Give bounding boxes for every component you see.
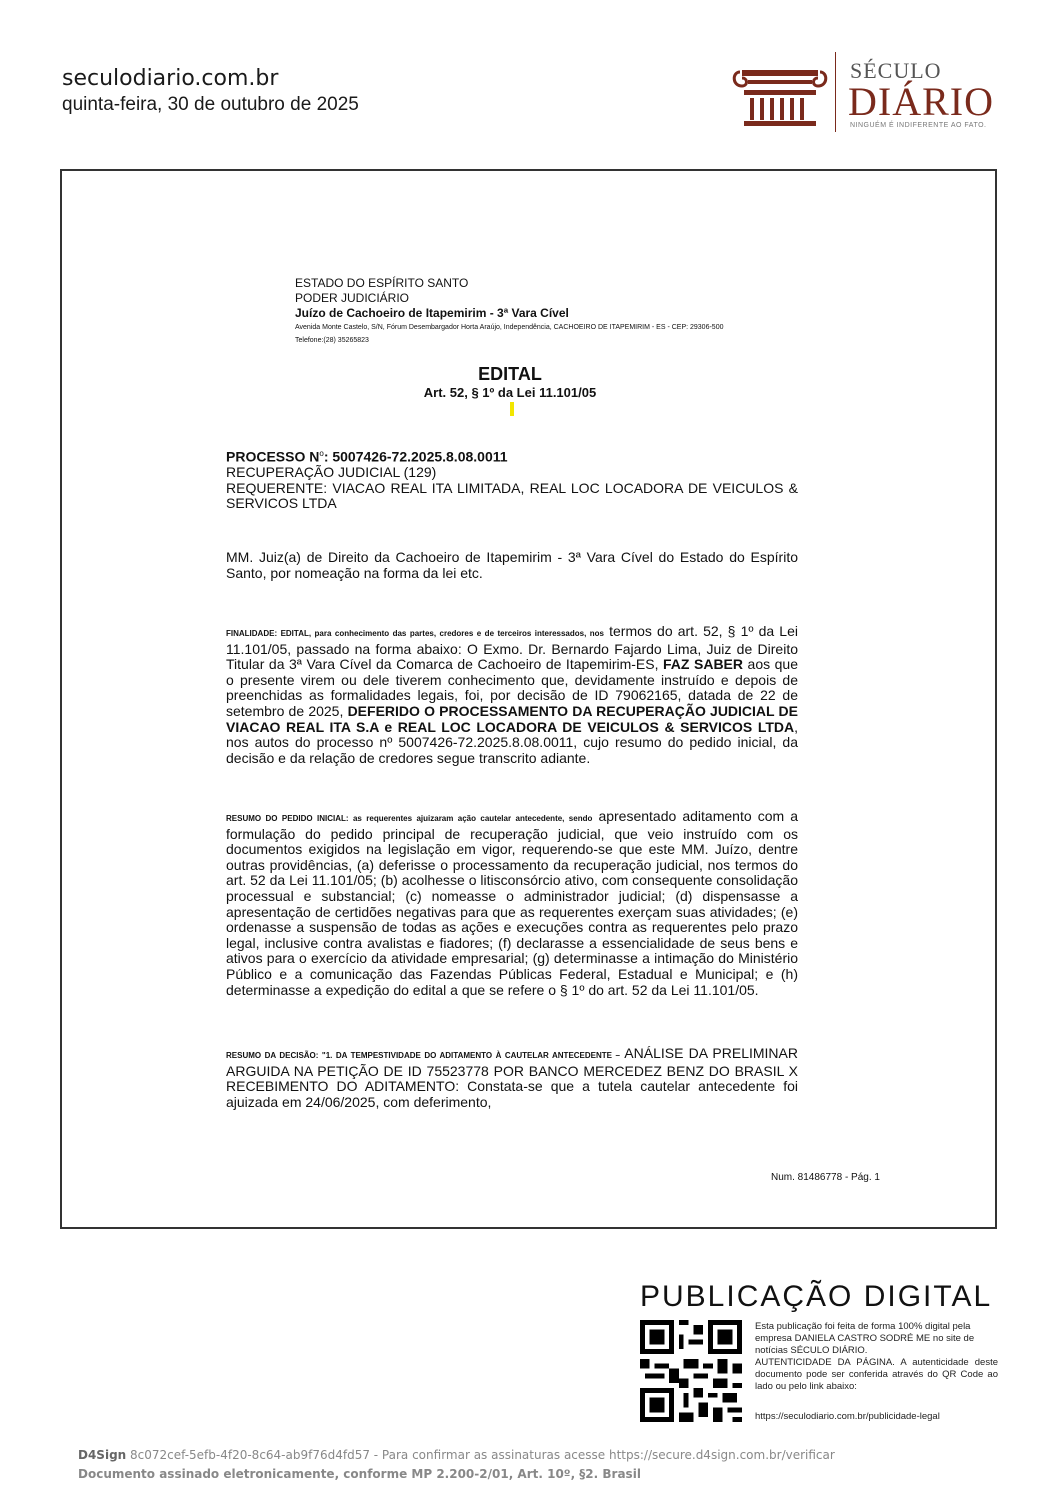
court-header <box>295 276 795 345</box>
header-court: Juízo de Cachoeiro de Itapemirim - 3ª Vara Cível <box>295 306 569 320</box>
page-number: Num. 81486778 - Pág. 1 <box>771 1172 880 1183</box>
d4sign-brand: D4Sign <box>78 1448 127 1462</box>
resumo-decisao-paragraph: RESUMO DA DECISÃO: "1. DA TEMPESTIVIDADE DO ADITAMENTO À CAUTELAR ANTECEDENTE – ANÁLISE DA PRELIMINAR ARGUIDA NA PETIÇÃO DE ID 75523778 POR BANCO MERCEDEZ BENZ DO BRASIL X RECEBIMENTO DO ADITAMENTO: Constata-se que a tutela cautelar antecedente foi ajuizada em 24/06/2025, com deferimento, <box>226 1045 798 1110</box>
publicacao-p2: AUTENTICIDADE DA PÁGINA. A autenticidade deste documento pode ser conferida através do QR Code ao lado ou pelo link abaixo: <box>755 1357 998 1392</box>
logo-main-text: DIÁRIO <box>848 79 994 124</box>
header-state: ESTADO DO ESPÍRITO SANTO <box>295 276 469 290</box>
edital-title: EDITAL <box>478 364 542 384</box>
footer-legal-line: Documento assinado eletronicamente, conforme MP 2.200-2/01, Art. 10º, §2. Brasil <box>78 1467 641 1481</box>
logo-tagline: NINGUÉM É INDIFERENTE AO FATO. <box>850 122 987 129</box>
footer-signature-line: D4Sign 8c072cef-5efb-4f20-8c64-ab9f76d4fd57 - Para confirmar as assinaturas acesse https://secure.d4sign.com.br/verificar <box>78 1448 835 1462</box>
header-address: Avenida Monte Castelo, S/N, Fórum Desembargador Horta Araújo, Independência, CACHOEIRO DE ITAPEMIRIM - ES - CEP: 29306-500 <box>295 324 724 331</box>
intro-paragraph: MM. Juiz(a) de Direito da Cachoeiro de Itapemirim - 3ª Vara Cível do Estado do Espírito Santo, por nomeação na forma da lei etc. <box>226 549 798 581</box>
qr-code-icon[interactable] <box>640 1320 742 1422</box>
processo-block <box>226 446 798 512</box>
finalidade-label: FINALIDADE: EDITAL, para conhecimento das partes, credores e de terceiros interessados, nos <box>226 629 604 638</box>
processo-requerente: REQUERENTE: VIACAO REAL ITA LIMITADA, REAL LOC LOCADORA DE VEICULOS & SERVICOS LTDA <box>226 479 798 512</box>
seculo-diario-logo <box>730 50 1010 136</box>
site-date: quinta-feira, 30 de outubro de 2025 <box>62 94 359 115</box>
publicacao-p1: Esta publicação foi feita de forma 100% digital pela empresa DANIELA CASTRO SODRÉ ME no site de notícias SÉCULO DIÁRIO. <box>755 1321 975 1356</box>
logo-top-text: SÉCULO <box>850 58 942 83</box>
edital-subtitle: Art. 52, § 1º da Lei 11.101/05 <box>423 385 597 400</box>
header-phone: Telefone:(28) 35265823 <box>295 337 369 344</box>
deferido-text: DEFERIDO O PROCESSAMENTO DA RECUPERAÇÃO JUDICIAL DE VIACAO REAL ITA S.A e REAL LOC LOCADORA DE VEICULOS & SERVICOS LTDA <box>226 702 798 735</box>
logo-divider <box>835 52 836 132</box>
text-cursor-highlight <box>510 402 514 416</box>
processo-type: RECUPERAÇÃO JUDICIAL (129) <box>226 464 437 481</box>
column-capital-icon <box>730 60 830 130</box>
header-power: PODER JUDICIÁRIO <box>295 291 410 305</box>
resumo-pedido-label: RESUMO DO PEDIDO INICIAL: as requerentes ajuizaram ação cautelar antecedente, sendo <box>226 814 593 823</box>
resumo-decisao-label: RESUMO DA DECISÃO: "1. DA TEMPESTIVIDADE DO ADITAMENTO À CAUTELAR ANTECEDENTE – <box>226 1051 620 1060</box>
finalidade-paragraph: FINALIDADE: EDITAL, para conhecimento das partes, credores e de terceiros interessados, nos termos do art. 52, § 1º da Lei 11.101/05, passado na forma abaixo: O Exmo. Dr. Bernardo Fajardo Lima, Juiz de Direito Titular da 3ª Vara Cível da Comarca de Cachoeiro de Itapemirim-ES, FAZ SABER aos que o presente virem ou dele tiverem conhecimento que, devidamente instruído e depois de preenchidas as formalidades legais, foi, por decisão de ID 79062165, datada de 22 de setembro de 2025, DEFERIDO O PROCESSAMENTO DA RECUPERAÇÃO JUDICIAL DE VIACAO REAL ITA S.A e REAL LOC LOCADORA DE VEICULOS & SERVICOS LTDA, nos autos do processo nº 5007426-72.2025.8.08.0011, cujo resumo do pedido inicial, da decisão e da relação de credores segue transcrito adiante. <box>226 623 798 766</box>
processo-number: PROCESSO $N^o$: 5007426-72.2025.8.08.0011 <box>226 448 508 465</box>
faz-saber: FAZ SABER <box>663 656 744 673</box>
publicacao-text <box>755 1321 998 1393</box>
publicacao-link[interactable]: https://seculodiario.com.br/publicidade-legal <box>755 1411 940 1422</box>
publicacao-title: PUBLICAÇÃO DIGITAL <box>640 1280 993 1313</box>
site-url: seculodiario.com.br <box>62 66 279 91</box>
resumo-pedido-paragraph: RESUMO DO PEDIDO INICIAL: as requerentes ajuizaram ação cautelar antecedente, sendo apresentado aditamento com a formulação do pedido principal de recuperação judicial, que veio instruído com os documentos exigidos na legislação em vigor, requerendo-se que este MM. Juízo, dentre outras providências, (a) deferisse o processamento da recuperação judicial, nos termos do art. 52 da Lei 11.101/05; (b) acolhesse o litisconsórcio ativo, com consequente consolidação processual e substancial; (c) nomeasse o administrador judicial; (d) dispensasse a apresentação de certidões negativas para que as requerentes exerçam suas atividades; (e) ordenasse a suspensão de todas as ações e execuções contra as requerentes pelo prazo legal, inclusive contra avalistas e fiadores; (f) declarasse a essencialidade de seus bens e ativos para o exercício da atividade empresarial; (g) determinasse a intimação do Ministério Público e a comunicação das Fazendas Públicas Federal, Estadual e Municipal; e (h) determinasse a expedição do edital a que se refere o § 1º do art. 52 da Lei 11.101/05. <box>226 808 799 998</box>
